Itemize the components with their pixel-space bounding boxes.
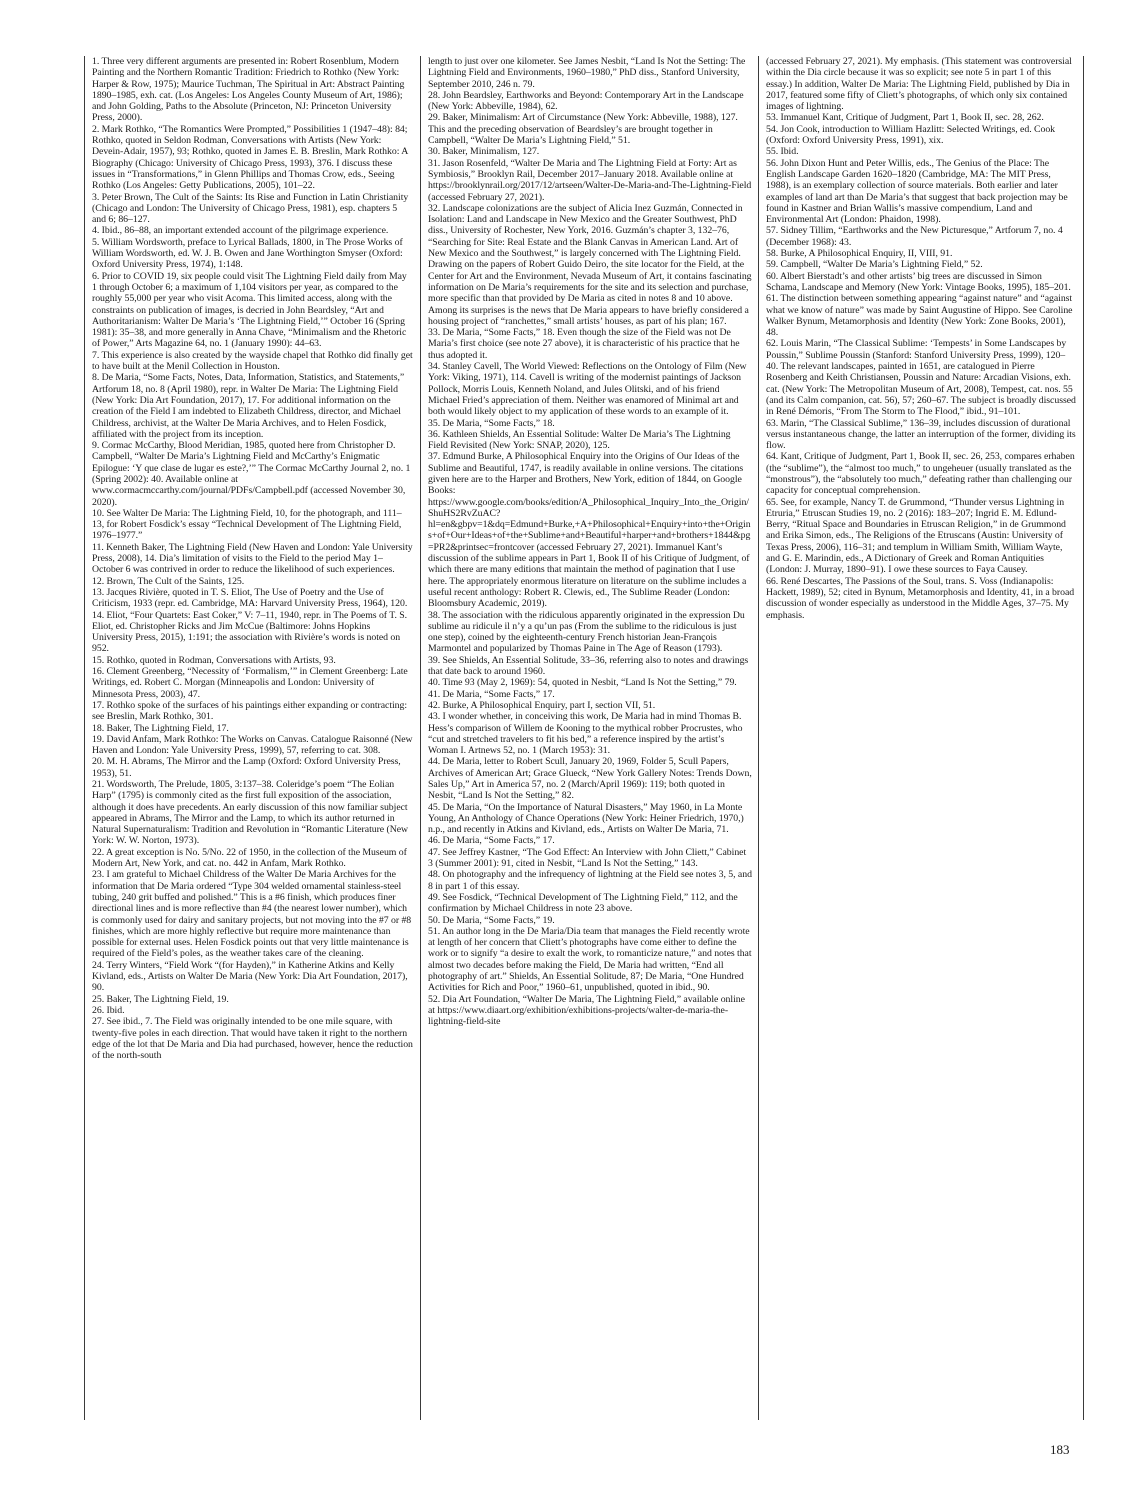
endnote: 65. See, for example, Nancy T. de Grummond, “Thunder versus Lightning in Etruria,” Etruscan Studies 19, no. 2 (2016): 183–207; Ingrid E. M. Edlund-Berry, “Ritual Space and Boundaries in Etruscan Religion,” in de Grummond and Erika Simon, eds., The Religions of the Etruscans (Austin: University of Texas Press, 2006), 116–31; and templum in William Smith, William Wayte, and G. E. Marindin, eds., A Dictionary of Greek and Roman Antiquities (London: J. Murray, 1890–91). I owe these sources to Faya Causey. bbox=[766, 496, 1066, 576]
endnote: 36. Kathleen Shields, An Essential Solitude: Walter De Maria’s The Lightning Field Revisited (New York: SNAP, 2020), 125. bbox=[428, 428, 731, 452]
endnote: 2. Mark Rothko, “The Romantics Were Prompted,” Possibilities 1 (1947–48): 84; Rothko, quoted in Seldon Rodman, Conversations with Artists (New York: Devein-Adair, 1957), 93; Rothko, quoted in James E. B. Breslin, Mark Rothko: A Biography (Chicago: University of Chicago Press, 1993), 376. I discuss these issues in “Transformations,” in Glenn Phillips and Thomas Crow, eds., Seeing Rothko (Los Angeles: Getty Publications, 2005), 101–22. bbox=[92, 123, 408, 192]
endnote: 25. Baker, The Lightning Field, 19. bbox=[92, 993, 229, 1005]
endnote: 35. De Maria, “Some Facts,” 18. bbox=[428, 417, 555, 429]
endnote: 5. William Wordsworth, preface to Lyrical Ballads, 1800, in The Prose Works of William Wordsworth, ed. W. J. B. Owen and Jane Worthington Smyser (Oxford: Oxford University Press, 1974), 1:148. bbox=[92, 236, 403, 271]
endnote: 12. Brown, The Cult of the Saints, 125. bbox=[92, 575, 245, 587]
endnote: 47. See Jeffrey Kastner, “The God Effect: An Interview with John Cliett,” Cabinet 3 (Summer 2001): 91, cited in Nesbit, “Land Is Not the Setting,” 143. bbox=[428, 846, 747, 870]
endnote: 11. Kenneth Baker, The Lightning Field (New Haven and London: Yale University Press, 2008), 14. Dia’s limitation of visits to the Field to the period May 1–October 6 was contrived in order to reduce the likelihood of such experiences. bbox=[92, 541, 413, 576]
notes-column-2 bbox=[420, 56, 752, 1420]
endnote: 7. This experience is also created by the wayside chapel that Rothko did finally get to have built at the Menil Collection in Houston. bbox=[92, 349, 413, 373]
endnote: length to just over one kilometer. See James Nesbit, “Land Is Not the Setting: The Lightning Field and Environments, 1960–1980,” PhD diss., Stanford University, September 2010, 246 n. 79. bbox=[428, 56, 746, 90]
endnote: 29. Baker, Minimalism: Art of Circumstance (New York: Abbeville, 1988), 127. This and the preceding observation of Beardsley’s are brought together in Campbell, “Walter De Maria’s Lightning Field,” 51. bbox=[428, 112, 738, 147]
endnote: 22. A great exception is No. 5/No. 22 of 1950, in the collection of the Museum of Modern Art, New York, and cat. no. 442 in Anfam, Mark Rothko. bbox=[92, 846, 407, 870]
endnote: 3. Peter Brown, The Cult of the Saints: Its Rise and Function in Latin Christianity (Chicago and London: The University of Chicago Press, 1981), esp. chapters 5 and 6; 86–127. bbox=[92, 191, 409, 226]
endnote: 42. Burke, A Philosophical Enquiry, part I, section VII, 51. bbox=[428, 699, 656, 711]
notes-column-1 bbox=[84, 56, 413, 1420]
endnote: 43. I wonder whether, in conceiving this work, De Maria had in mind Thomas B. Hess’s comparison of Willem de Kooning to the mythical robber Procrustes, who “cut and stretched travelers to fit his bed,” a reference inspired by the artist’s Woman I. Artnews 52, no. 1 (March 1953): 31. bbox=[428, 711, 743, 757]
endnote: 62. Louis Marin, “The Classical Sublime: ‘Tempests’ in Some Landscapes by Poussin,” Sublime Poussin (Stanford: Stanford University Press, 1999), 120–40. The relevant landscapes, painted in 1651, are catalogued in Pierre Rosenberg and Keith Christiansen, Poussin and Nature: Arcadian Visions, exh. cat. (New York: The Metropolitan Museum of Art, 2008), Tempest, cat. nos. 55 (and its Calm companion, cat. 56), 57; 260–67. The subject is broadly discussed in René Démoris, “From The Storm to The Flood,” ibid., 91–101. bbox=[766, 338, 1076, 418]
endnote: 52. Dia Art Foundation, “Walter De Maria, The Lightning Field,” available online at https://www.diaart.org/exhibition/exhibitions-projects/walter-de-maria-the-lightning-field-site bbox=[428, 993, 745, 1028]
endnote: 59. Campbell, “Walter De Maria’s Lightning Field,” 52. bbox=[766, 259, 983, 271]
endnote: 13. Jacques Rivière, quoted in T. S. Eliot, The Use of Poetry and the Use of Criticism, 1933 (repr. ed. Cambridge, MA: Harvard University Press, 1964), 120. bbox=[92, 586, 408, 610]
endnote: 8. De Maria, “Some Facts, Notes, Data, Information, Statistics, and Statements,” Artforum 18, no. 8 (April 1980), repr. in Walter De Maria: The Lightning Field (New York: Dia Art Foundation, 2017), 17. For additional information on the creation of the Field I am indebted to Elizabeth Childress, director, and Michael Childress, archivist, at the Walter De Maria Archives, and to Helen Fosdick, affiliated with the project from its inception. bbox=[92, 372, 405, 440]
endnote: 61. The distinction between something appearing “against nature” and “against what we know of nature” was made by Saint Augustine of Hippo. See Caroline Walker Bynum, Metamorphosis and Identity (New York: Zone Books, 2001), 48. bbox=[766, 293, 1073, 339]
endnote: 54. Jon Cook, introduction to William Hazlitt: Selected Writings, ed. Cook (Oxford: Oxford University Press, 1991), xix. bbox=[766, 123, 1056, 147]
endnote: 57. Sidney Tillim, “Earthworks and the New Picturesque,” Artforum 7, no. 4 (December 1968): 43. bbox=[766, 225, 1063, 248]
endnote: (accessed February 27, 2021). My emphasis. (This statement was controversial within the Dia circle because it was so explicit; see note 5 in part 1 of this essay.) In addition, Walter De Maria: The Lightning Field, published by Dia in 2017, featured some fifty of Cliett’s photographs, of which only six contained images of lightning. bbox=[766, 56, 1072, 113]
endnote: 63. Marin, “The Classical Sublime,” 136–39, includes discussion of durational versus instantaneous change, the latter an interruption of the former, dividing its flow. bbox=[766, 417, 1076, 452]
endnote: 4. Ibid., 86–88, an important extended account of the pilgrimage experience. bbox=[92, 225, 389, 237]
endnote: 48. On photography and the infrequency of lightning at the Field see notes 3, 5, and 8 in part 1 of this essay. bbox=[428, 869, 752, 892]
endnote: 39. See Shields, An Essential Solitude, 33–36, referring also to notes and drawings that date back to around 1960. bbox=[428, 654, 749, 678]
endnote: 9. Cormac McCarthy, Blood Meridian, 1985, quoted here from Christopher D. Campbell, “Walter De Maria’s Lightning Field and McCarthy’s Enigmatic Epilogue: ‘Y que clase de lugar es este?,’” The Cormac McCarthy Journal 2, no. 1 (Spring 2002): 40. Available online at www.cormacmccarthy.com/journal/PDFs/Campbell.pdf (accessed November 30, 2020). bbox=[92, 440, 411, 508]
endnote: 64. Kant, Critique of Judgment, Part 1, Book II, sec. 26, 253, compares erhaben (the “sublime”), the “almost too much,” to ungeheuer (usually translated as the “monstrous”), the “absolutely too much,” defeating rather than challenging our capacity for conceptual comprehension. bbox=[766, 451, 1075, 497]
endnote: 28. John Beardsley, Earthworks and Beyond: Contemporary Art in the Landscape (New York: Abbeville, 1984), 62. bbox=[428, 89, 744, 113]
endnote: 15. Rothko, quoted in Rodman, Conversations with Artists, 93. bbox=[92, 654, 336, 666]
endnote: 50. De Maria, “Some Facts,” 19. bbox=[428, 914, 555, 926]
endnote: 23. I am grateful to Michael Childress of the Walter De Maria Archives for the information that De Maria ordered “Type 304 welded ornamental stainless-steel tubing, 240 grit buffed and polished.” This is a #6 finish, which produces finer directional lines and is more reflective than #4 (the nearest lower number), which is commonly used for dairy and sanitary projects, but not moving into the #7 or #8 finishes, which are more highly reflective but require more maintenance than possible for external uses. Helen Fosdick points out that very little maintenance is required of the Field’s poles, as the weather takes care of the cleaning. bbox=[92, 869, 412, 960]
endnote: 26. Ibid. bbox=[92, 1004, 125, 1016]
endnote: 44. De Maria, letter to Robert Scull, January 20, 1969, Folder 5, Scull Papers, Archives of American Art; Grace Glueck, “New York Gallery Notes: Trends Down, Sales Up,” Art in America 57, no. 2 (March/April 1969): 119; both quoted in Nesbit, “Land Is Not the Setting,” 82. bbox=[428, 756, 752, 802]
endnote: 49. See Fosdick, “Technical Development of The Lightning Field,” 112, and the confirmation by Michael Childress in note 23 above. bbox=[428, 891, 738, 915]
endnote: 6. Prior to COVID 19, six people could visit The Lightning Field daily from May 1 through October 6; a maximum of 1,104 visitors per year, as compared to the roughly 55,000 per year who visit Acoma. This limited access, along with the constraints on publication of images, is decried in John Beardsley, “Art and Authoritarianism: Walter De Maria’s ‘The Lightning Field,’” October 16 (Spring 1981): 35–38, and more generally in Anna Chave, “Minimalism and the Rhetoric of Power,” Arts Magazine 64, no. 1 (January 1990): 44–63. bbox=[92, 270, 407, 350]
endnote: 24. Terry Winters, “Field Work “(for Hayden),” in Katherine Atkins and Kelly Kivland, eds., Artists on Walter De Maria (New York: Dia Art Foundation, 2017), 90. bbox=[92, 959, 408, 994]
endnote: 10. See Walter De Maria: The Lightning Field, 10, for the photograph, and 111–13, for Robert Fosdick’s essay “Technical Development of The Lightning Field, 1976–1977.” bbox=[92, 507, 402, 542]
endnote: 37. Edmund Burke, A Philosophical Enquiry into the Origins of Our Ideas of the Sublime and Beautiful, 1747, is readily available in online versions. The citations given here are to the Harper and Brothers, New York, edition of 1844, on Google Books: https://www.google.com/books/edition/A_Philosophical_Inquiry_Into_the_Origin/ShuHS2RvZuAC?hl=en&gbpv=1&dq=Edmund+Burke,+A+Philosophical+Enquiry+into+the+Origins+of+Our+Ideas+of+the+Sublime+and+Beautiful+harper+and+brothers+1844&pg=PR2&printsec=frontcover (accessed February 27, 2021). Immanuel Kant’s discussion of the sublime appears in Part 1, Book II of his Critique of Judgment, of which there are many editions that maintain the method of pagination that I use here. The appropriately enormous literature on literature on the sublime includes a useful recent anthology: Robert R. Clewis, ed., The Sublime Reader (London: Bloomsbury Academic, 2019). bbox=[428, 451, 751, 610]
endnote: 51. An author long in the De Maria/Dia team that manages the Field recently wrote at length of her concern that Cliett’s photographs have come either to define the work or to signify “a desire to exalt the work, to romanticize nature,” and notes that almost two decades before making the Field, De Maria had written, “End all photography of art.” Shields, An Essential Solitude, 87; De Maria, “One Hundred Activities for Rich and Poor,” 1960–61, unpublished, quoted in ibid., 90. bbox=[428, 925, 752, 994]
endnote: 41. De Maria, “Some Facts,” 17. bbox=[428, 688, 555, 700]
endnote: 55. Ibid. bbox=[766, 146, 799, 158]
endnote: 46. De Maria, “Some Facts,” 17. bbox=[428, 835, 555, 847]
endnote: 1. Three very different arguments are presented in: Robert Rosenblum, Modern Painting and the Northern Romantic Tradition: Friedrich to Rothko (New York: Harper & Row, 1975); Maurice Tuchman, The Spiritual in Art: Abstract Painting 1890–1985, exh. cat. (Los Angeles: Los Angeles County Museum of Art, 1986); and John Golding, Paths to the Absolute (Princeton, NJ: Princeton University Press, 2000). bbox=[92, 56, 405, 124]
endnote: 17. Rothko spoke of the surfaces of his paintings either expanding or contracting: see Breslin, Mark Rothko, 301. bbox=[92, 699, 408, 723]
endnote: 53. Immanuel Kant, Critique of Judgment, Part 1, Book II, sec. 28, 262. bbox=[766, 112, 1044, 124]
endnote: 19. David Anfam, Mark Rothko: The Works on Canvas. Catalogue Raisonné (New Haven and London: Yale University Press, 1999), 57, referring to cat. 308. bbox=[92, 733, 413, 757]
endnote: 27. See ibid., 7. The Field was originally intended to be one mile square, with twenty-five poles in each direction. That would have taken it right to the northern edge of the lot that De Maria and Dia had purchased, however, hence the reduction of the north-south bbox=[92, 1016, 413, 1062]
endnote: 16. Clement Greenberg, “Necessity of ‘Formalism,’” in Clement Greenberg: Late Writings, ed. Robert C. Morgan (Minneapolis and London: University of Minnesota Press, 2003), 47. bbox=[92, 666, 408, 700]
endnote: 58. Burke, A Philosophical Enquiry, II, VIII, 91. bbox=[766, 248, 953, 260]
page-number: 183 bbox=[1050, 1442, 1070, 1457]
endnote: 30. Baker, Minimalism, 127. bbox=[428, 146, 540, 158]
endnote: 56. John Dixon Hunt and Peter Willis, eds., The Genius of the Place: The English Landscape Garden 1620–1820 (Cambridge, MA: The MIT Press, 1988), is an exemplary collection of source materials. Both earlier and later examples of land art than De Maria’s that suggest that back projection may be found in Kastner and Brian Wallis’s massive compendium, Land and Environmental Art (London: Phaidon, 1998). bbox=[766, 157, 1068, 226]
endnote: 32. Landscape colonizations are the subject of Alicia Inez Guzmán, Connected in Isolation: Land and Landscape in New Mexico and the Greater Southwest, PhD diss., University of Rochester, New York, 2016. Guzmán’s chapter 3, 132–76, “Searching for Site: Real Estate and the Blank Canvas in American Land. Art of New Mexico and the Southwest,” is largely concerned with The Lightning Field. Drawing on the papers of Robert Guido Deiro, the site locator for the Field, at the Center for Art and the Environment, Nevada Museum of Art, it contains fascinating information on De Maria’s requirements for the site and its selection and purchase, more specific than that provided by De Maria as cited in notes 8 and 10 above. Among its surprises is the news that De Maria appears to have briefly considered a housing project of “ranchettes,” small artists’ houses, as part of his plan; 167. bbox=[428, 202, 752, 327]
endnote: 66. René Descartes, The Passions of the Soul, trans. S. Voss (Indianapolis: Hackett, 1989), 52; cited in Bynum, Metamorphosis and Identity, 41, in a broad discussion of wonder especially as understood in the Middle Ages, 37–75. My emphasis. bbox=[766, 575, 1075, 621]
endnote: 45. De Maria, “On the Importance of Natural Disasters,” May 1960, in La Monte Young, An Anthology of Chance Operations (New York: Heiner Friedrich, 1970,) n.p., and recently in Atkins and Kivland, eds., Artists on Walter De Maria, 71. bbox=[428, 801, 744, 836]
endnote: 31. Jason Rosenfeld, “Walter De Maria and The Lightning Field at Forty: Art as Symbiosis,” Brooklyn Rail, December 2017–January 2018. Available online at https://brooklynrail.org/2017/12/artseen/Walter-De-Maria-and-The-Lightning-Field (accessed February 27, 2021). bbox=[428, 157, 752, 203]
notes-column-3 bbox=[758, 56, 1084, 1420]
endnote: 38. The association with the ridiculous apparently originated in the expression Du sublime au ridicule il n’y a qu’un pas (From the sublime to the ridiculous is just one step), coined by the eighteenth-century French historian Jean-François Marmontel and popularized by Thomas Paine in The Age of Reason (1793). bbox=[428, 609, 745, 655]
endnote: 21. Wordsworth, The Prelude, 1805, 3:137–38. Coleridge’s poem “The Eolian Harp” (1795) is commonly cited as the first full exposition of the association, although it does have precedents. An early discussion of this now familiar subject appeared in Abrams, The Mirror and the Lamp, to which its author returned in Natural Supernaturalism: Tradition and Revolution in “Romantic Literature (New York: W. W. Norton, 1973). bbox=[92, 779, 409, 847]
endnote: 40. Time 93 (May 2, 1969): 54, quoted in Nesbit, “Land Is Not the Setting,” 79. bbox=[428, 677, 737, 689]
endnote: 60. Albert Bierstadt’s and other artists’ big trees are discussed in Simon Schama, Landscape and Memory (New York: Vintage Books, 1995), 185–201. bbox=[766, 270, 1071, 293]
endnote: 20. M. H. Abrams, The Mirror and the Lamp (Oxford: Oxford University Press, 1953), 51. bbox=[92, 756, 401, 779]
endnote: 18. Baker, The Lightning Field, 17. bbox=[92, 722, 229, 734]
endnote: 34. Stanley Cavell, The World Viewed: Reflections on the Ontology of Film (New York: Viking, 1971), 114. Cavell is writing of the modernist paintings of Jackson Pollock, Morris Louis, Kenneth Noland, and Jules Olitski, and of his friend Michael Fried’s appreciation of them. Neither was enamored of Minimal art and both would likely object to my application of these words to an example of it. bbox=[428, 361, 747, 418]
endnote: 33. De Maria, “Some Facts,” 18. Even though the size of the Field was not De Maria’s first choice (see note 27 above), it is characteristic of his practice that he thus adopted it. bbox=[428, 327, 740, 361]
endnote: 14. Eliot, “Four Quartets: East Coker,” V: 7–11, 1940, repr. in The Poems of T. S. Eliot, ed. Christopher Ricks and Jim McCue (Baltimore: Johns Hopkins University Press, 2015), 1:191; the association with Rivière’s words is noted on 952. bbox=[92, 609, 408, 655]
